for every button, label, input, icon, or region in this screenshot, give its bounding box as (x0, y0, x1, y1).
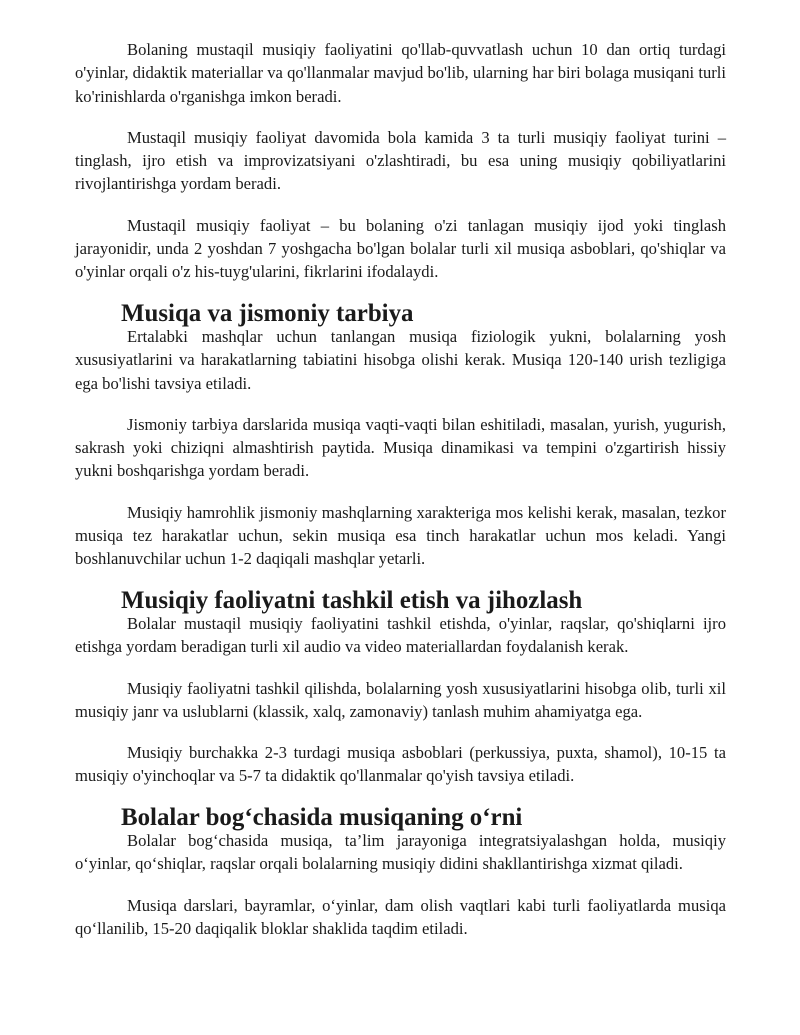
paragraph-gap (75, 108, 726, 126)
paragraph: Mustaqil musiqiy faoliyat – bu bolaning o'zi tanlagan musiqiy ijod yoki tinglash jarayonidir, unda 2 yoshdan 7 yoshgacha bo'lgan bolalar turli xil musiqa asboblari, qo'shiqlar va o'yinlar orqali o'z his-tuyg'ularini, fikrlarini ifodalaydi. (75, 215, 726, 282)
paragraph: Musiqiy burchakka 2-3 turdagi musiqa asboblari (perkussiya, puxta, shamol), 10-15 ta musiqiy o'yinchoqlar va 5-7 ta didaktik qo'llanmalar qo'yish tavsiya etiladi. (75, 743, 726, 786)
paragraph-gap (75, 196, 726, 214)
paragraph: Bolalar bog‘chasida musiqa, ta’lim jarayoniga integratsiyalashgan holda, musiqiy o‘yinlar, qo‘shiqlar, raqslar orqali bolalarning musiqiy didini shakllantirishga xizmat qiladi. (75, 831, 726, 874)
paragraph: Bolaning mustaqil musiqiy faoliyatini qo'llab-quvvatlash uchun 10 dan ortiq turdagi o'yinlar, didaktik materiallar va qo'llanmalar mavjud bo'lib, ularning har biri bolaga musiqani turli ko'rinishlarda o'rganishga imkon beradi. (75, 40, 726, 106)
section-heading: Musiqa va jismoniy tarbiya (121, 299, 414, 327)
paragraph-gap (75, 571, 726, 589)
paragraph: Jismoniy tarbiya darslarida musiqa vaqti-vaqti bilan eshitiladi, masalan, yurish, yugurish, sakrash yoki chiziqni almashtirish paytida. Musiqa dinamikasi va tempini o'zgartirish hissiy yukni boshqarishga yordam beradi. (75, 414, 726, 481)
paragraph: Musiqiy hamrohlik jismoniy mashqlarning xarakteriga mos kelishi kerak, masalan, tezkor musiqa tez harakatlar uchun, sekin musiqa esa tinch harakatlar uchun mos keladi. Yangi boshlanuvchilar uchun 1-2 daqiqali mashqlar yetarli. (75, 502, 726, 569)
paragraph: Ertalabki mashqlar uchun tanlangan musiqa fiziologik yukni, bolalarning yosh xususiyatlarini va harakatlarning tabiatini hisobga olishi kerak. Musiqa 120-140 urish tezligiga ega bo'lishi tavsiya etiladi. (75, 326, 726, 393)
paragraph: Bolalar mustaqil musiqiy faoliyatini tashkil etishda, o'yinlar, raqslar, qo'shiqlarni ijro etishga yordam beradigan turli xil audio va video materiallardan foydalanish kerak. (75, 613, 726, 657)
section-heading: Musiqiy faoliyatni tashkil etish va jihozlash (121, 586, 583, 614)
paragraph: Musiqa darslari, bayramlar, o‘yinlar, dam olish vaqtlari kabi turli faoliyatlarda musiqa qo‘llanilib, 15-20 daqiqalik bloklar shaklida taqdim etiladi. (75, 895, 726, 938)
section-heading: Bolalar bog‘chasida musiqaning o‘rni (121, 803, 523, 831)
paragraph-gap (75, 876, 726, 894)
paragraph-gap (75, 723, 726, 741)
paragraph-gap (75, 659, 726, 677)
paragraph-gap (75, 395, 726, 413)
paragraph: Musiqiy faoliyatni tashkil qilishda, bolalarning yosh xususiyatlarini hisobga olib, turli xil musiqiy janr va uslublarni (klassik, xalq, zamonaviy) tanlash muhim ahamiyatga ega. (75, 678, 726, 721)
paragraph: Mustaqil musiqiy faoliyat davomida bola kamida 3 ta turli musiqiy faoliyat turini – tinglash, ijro etish va improvizatsiyani o'zlashtiradi, bu esa uning musiqiy qobiliyatlarini rivojlantirishga yordam beradi. (75, 127, 726, 194)
paragraph-gap (75, 284, 726, 302)
paragraph-gap (75, 483, 726, 501)
